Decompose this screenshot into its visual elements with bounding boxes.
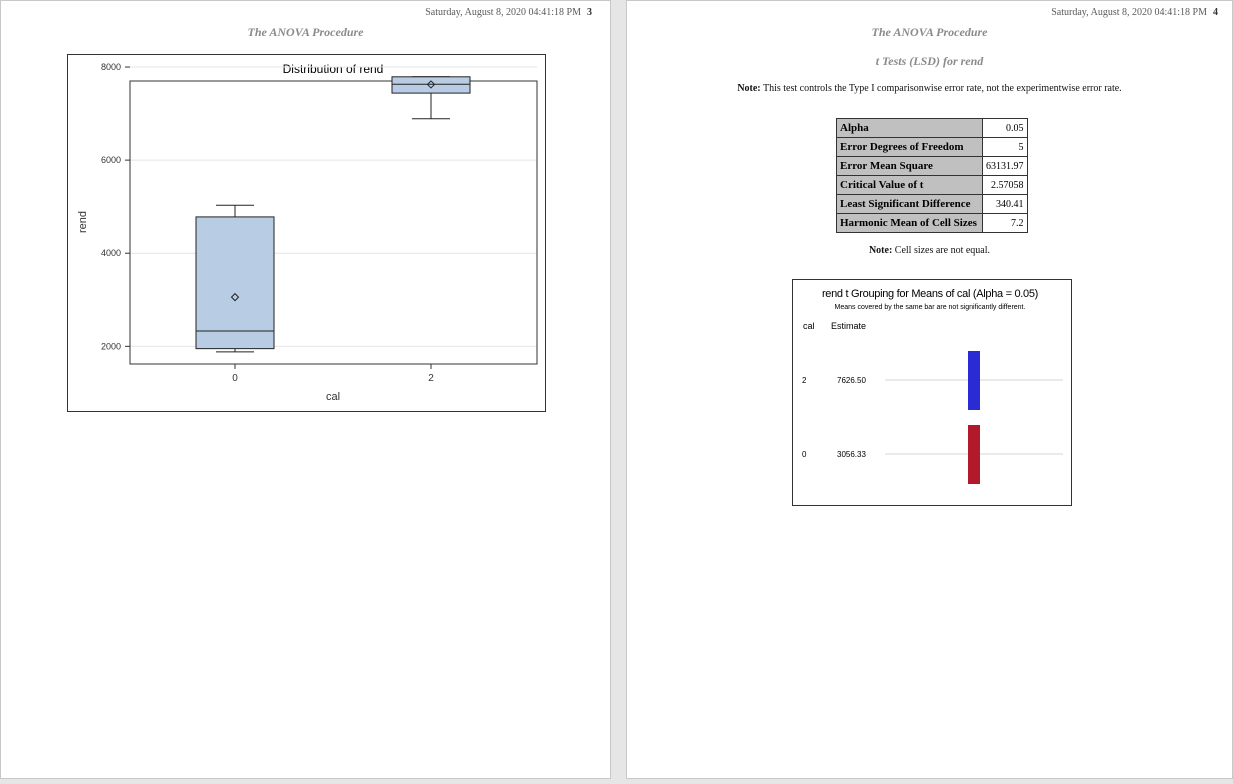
y-tick-label: 8000 — [100, 62, 121, 73]
x-tick-label: 2 — [428, 373, 434, 384]
stats-value: 63131.97 — [983, 157, 1028, 176]
row-cal-label: 2 — [802, 376, 807, 385]
note-cell-sizes — [627, 245, 1232, 256]
stats-label: Alpha — [837, 119, 983, 138]
datestamp-text: Saturday, August 8, 2020 04:41:18 PM — [1051, 7, 1207, 18]
row-estimate-label: 3056.33 — [837, 450, 866, 459]
note-comparisonwise — [627, 83, 1232, 94]
box-iqr — [196, 217, 274, 349]
row-cal-label: 0 — [802, 450, 807, 459]
stats-row — [837, 119, 1028, 138]
stats-row — [837, 214, 1028, 233]
grouping-title: rend t Grouping for Means of cal (Alpha = 0.05) — [821, 288, 1039, 300]
procedure-title: The ANOVA Procedure — [247, 25, 364, 39]
chart-title: Distribution of rend — [282, 62, 384, 76]
column-header-estimate: Estimate — [831, 321, 867, 331]
stats-label: Critical Value of t — [837, 176, 983, 195]
grouping-subtitle: Means covered by the same bar are not significantly different. — [834, 304, 1026, 311]
stats-value: 340.41 — [983, 195, 1028, 214]
note-label: Note: — [737, 83, 761, 94]
note-text: This test controls the Type I comparisonwise error rate, not the experimentwise error rate. — [760, 83, 1122, 94]
stats-value: 7.2 — [983, 214, 1028, 233]
lsd-statistics-table — [836, 118, 1028, 233]
plot-area — [130, 81, 537, 364]
report-page-3 — [0, 0, 611, 779]
stats-row — [837, 195, 1028, 214]
page-datestamp — [1051, 7, 1218, 18]
box-2 — [392, 55, 470, 119]
boxplot-chart — [68, 55, 545, 411]
group-bar — [968, 351, 980, 410]
y-tick-label: 4000 — [100, 248, 121, 259]
stats-row — [837, 138, 1028, 157]
stats-label: Least Significant Difference — [837, 195, 983, 214]
stats-label: Error Mean Square — [837, 157, 983, 176]
column-header-cal: cal — [803, 321, 815, 331]
group-bar — [968, 425, 980, 484]
grouping-chart — [793, 280, 1071, 505]
stats-row — [837, 157, 1028, 176]
box-0 — [196, 205, 274, 352]
page-number: 4 — [1213, 7, 1218, 18]
y-axis-label: rend — [77, 210, 89, 234]
page-datestamp — [425, 7, 592, 18]
page-number: 3 — [587, 7, 592, 18]
note-text: Cell sizes are not equal. — [892, 245, 991, 256]
stats-label: Error Degrees of Freedom — [837, 138, 983, 157]
y-tick-label: 6000 — [100, 155, 121, 166]
test-subtitle: t Tests (LSD) for rend — [875, 54, 984, 68]
y-tick-label: 2000 — [100, 341, 121, 352]
stats-value: 2.57058 — [983, 176, 1028, 195]
report-page-4 — [626, 0, 1233, 779]
stats-label: Harmonic Mean of Cell Sizes — [837, 214, 983, 233]
x-axis-label: cal — [325, 391, 341, 403]
datestamp-text: Saturday, August 8, 2020 04:41:18 PM — [425, 7, 581, 18]
x-tick-label: 0 — [232, 373, 238, 384]
box-iqr — [392, 77, 470, 93]
grouping-figure — [792, 279, 1072, 506]
row-estimate-label: 7626.50 — [837, 376, 866, 385]
stats-value: 0.05 — [983, 119, 1028, 138]
boxplot-figure — [67, 54, 546, 412]
procedure-title: The ANOVA Procedure — [871, 25, 988, 39]
stats-row — [837, 176, 1028, 195]
note-label: Note: — [868, 245, 893, 256]
stats-value: 5 — [983, 138, 1028, 157]
